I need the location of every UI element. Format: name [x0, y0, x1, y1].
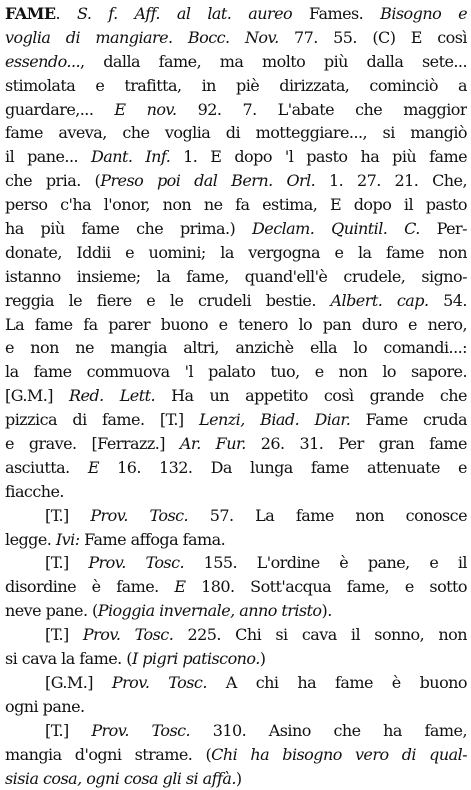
citation-italic: Red. Lett. [69, 386, 155, 405]
text-segment: fame aveva, che voglia di motteggiare..., si mangiò [5, 123, 467, 142]
entry-line [5, 241, 467, 265]
citation-italic: essendo... [5, 52, 80, 71]
text-segment: pizzica di fame. [T.] [5, 410, 199, 429]
entry-line [5, 623, 467, 647]
text-segment: [T.] [45, 721, 91, 740]
entry-line [5, 551, 467, 575]
text-segment: ha più fame che prima.) [5, 219, 252, 238]
text-segment: ) [236, 769, 242, 788]
text-segment: 1. E dopo 'l pasto ha più fame [170, 147, 467, 166]
citation-italic: Chi ha bisogno vero di qual- [211, 745, 467, 764]
citation-italic: S. f. Aff. al lat. aureo [77, 4, 292, 23]
text-segment: 155. L'ordine è pane, e il [184, 553, 467, 572]
entry-line [5, 289, 467, 313]
entry-line [5, 26, 467, 50]
text-segment: la fame commuova 'l palato tuo, e non lo sapore. [5, 362, 467, 381]
text-segment: reggia le fiere e le crudeli bestie. [5, 291, 331, 310]
dictionary-entry-fame [5, 2, 467, 790]
text-segment: [T.] [45, 553, 88, 572]
text-segment: neve pane. ( [5, 601, 98, 620]
entry-line [5, 360, 467, 384]
text-segment: [T.] [45, 506, 90, 525]
citation-italic: Ivi: [56, 530, 80, 549]
citation-italic: Dant. Inf. [91, 147, 170, 166]
text-segment: si cava la fame. ( [5, 649, 132, 668]
citation-italic: Prov. Tosc. [90, 506, 188, 525]
text-segment: 77. 55. (C) E così [279, 28, 467, 47]
text-segment: e non ne mangia altri, anzichè ella lo comandi...: [5, 338, 467, 357]
text-segment: ). [322, 601, 332, 620]
text-segment: [T.] [45, 625, 83, 644]
entry-line [5, 719, 467, 743]
text-segment: 26. 31. Per gran fame [246, 434, 467, 453]
citation-italic: E nov. [114, 100, 176, 119]
citation-italic: E [88, 458, 99, 477]
citation-italic: Ar. Fur. [180, 434, 246, 453]
citation-italic: Bisogno e [380, 4, 467, 23]
entry-line [5, 647, 467, 671]
text-segment: , dalla fame, ma molto più dalla sete... [80, 52, 467, 71]
text-segment: 225. Chi si cava il sonno, non [173, 625, 467, 644]
citation-italic: Lenzi, Biad. Diar. [199, 410, 350, 429]
text-segment: asciutta. [5, 458, 88, 477]
text-segment: fiacche. [5, 482, 64, 501]
text-segment: ogni pane. [5, 697, 85, 716]
text-segment: disordine è fame. [5, 577, 174, 596]
citation-italic: Pioggia invernale, anno tristo [98, 601, 322, 620]
entry-line [5, 767, 467, 790]
text-segment: 180. Sott'acqua fame, e sotto [185, 577, 467, 596]
entry-line [5, 193, 467, 217]
citation-italic: Prov. Tosc. [91, 721, 190, 740]
entry-line [5, 408, 467, 432]
entry-line [5, 504, 467, 528]
text-segment: Per- [420, 219, 467, 238]
entry-line [5, 384, 467, 408]
text-segment: 1. 27. 21. Che, [315, 171, 467, 190]
entry-line [5, 336, 467, 360]
citation-italic: Declam. Quintil. C. [252, 219, 420, 238]
text-segment: ) [260, 649, 266, 668]
entry-line [5, 74, 467, 98]
citation-italic: I pigri patiscono. [132, 649, 260, 668]
citation-italic: Prov. Tosc. [83, 625, 173, 644]
text-segment: . [56, 4, 77, 23]
entry-line [5, 169, 467, 193]
entry-line [5, 599, 467, 623]
citation-italic: Preso poi dal Bern. Orl. [100, 171, 315, 190]
text-segment: 54. [429, 291, 467, 310]
entry-line [5, 575, 467, 599]
text-segment: donate, Iddii e uomini; la vergogna e la fame non [5, 243, 467, 262]
entry-line [5, 98, 467, 122]
entry-line [5, 528, 467, 552]
text-segment: e grave. [Ferrazz.] [5, 434, 180, 453]
text-segment: che pria. ( [5, 171, 100, 190]
entry-line [5, 2, 467, 26]
text-segment: A chi ha fame è buono [207, 673, 467, 692]
text-segment: La fame fa parer buono e tenero lo pan duro e nero, [5, 315, 467, 334]
text-segment: Ha un appetito così grande che [155, 386, 467, 405]
text-segment: mangia d'ogni strame. ( [5, 745, 211, 764]
text-segment: 310. Asino che ha fame, [190, 721, 467, 740]
citation-italic: E [174, 577, 185, 596]
entry-line [5, 265, 467, 289]
text-segment: [G.M.] [5, 386, 69, 405]
entry-line [5, 480, 467, 504]
text-segment: Fame cruda [350, 410, 467, 429]
text-segment: guardare,... [5, 100, 114, 119]
text-segment: 57. La fame non conosce [188, 506, 467, 525]
citation-italic: Prov. Tosc. [112, 673, 207, 692]
entry-line [5, 743, 467, 767]
entry-line [5, 432, 467, 456]
entry-line [5, 313, 467, 337]
text-segment: Fames. [292, 4, 380, 23]
entry-line [5, 50, 467, 74]
text-segment: Fame affoga fama. [80, 530, 226, 549]
entry-line [5, 217, 467, 241]
text-segment: 92. 7. L'abate che maggior [177, 100, 467, 119]
text-segment: stimolata e trafitta, in piè dirizzata, cominciò a [5, 76, 467, 95]
citation-italic: Albert. cap. [331, 291, 429, 310]
entry-line [5, 671, 467, 695]
text-segment: perso c'ha l'onor, non ne fa estima, E dopo il pasto [5, 195, 467, 214]
citation-italic: voglia di mangiare. Bocc. Nov. [5, 28, 279, 47]
citation-italic: Prov. Tosc. [88, 553, 184, 572]
citation-italic: sisia cosa, ogni cosa gli si affà. [5, 769, 236, 788]
entry-line [5, 121, 467, 145]
text-segment: istanno insieme; la fame, quand'ell'è crudele, signo- [5, 267, 467, 286]
text-segment: [G.M.] [45, 673, 112, 692]
text-segment: 16. 132. Da lunga fame attenuate e [99, 458, 467, 477]
headword: FAME [5, 4, 56, 23]
text-segment: il pane... [5, 147, 91, 166]
entry-line [5, 456, 467, 480]
entry-line [5, 145, 467, 169]
text-segment: legge. [5, 530, 56, 549]
